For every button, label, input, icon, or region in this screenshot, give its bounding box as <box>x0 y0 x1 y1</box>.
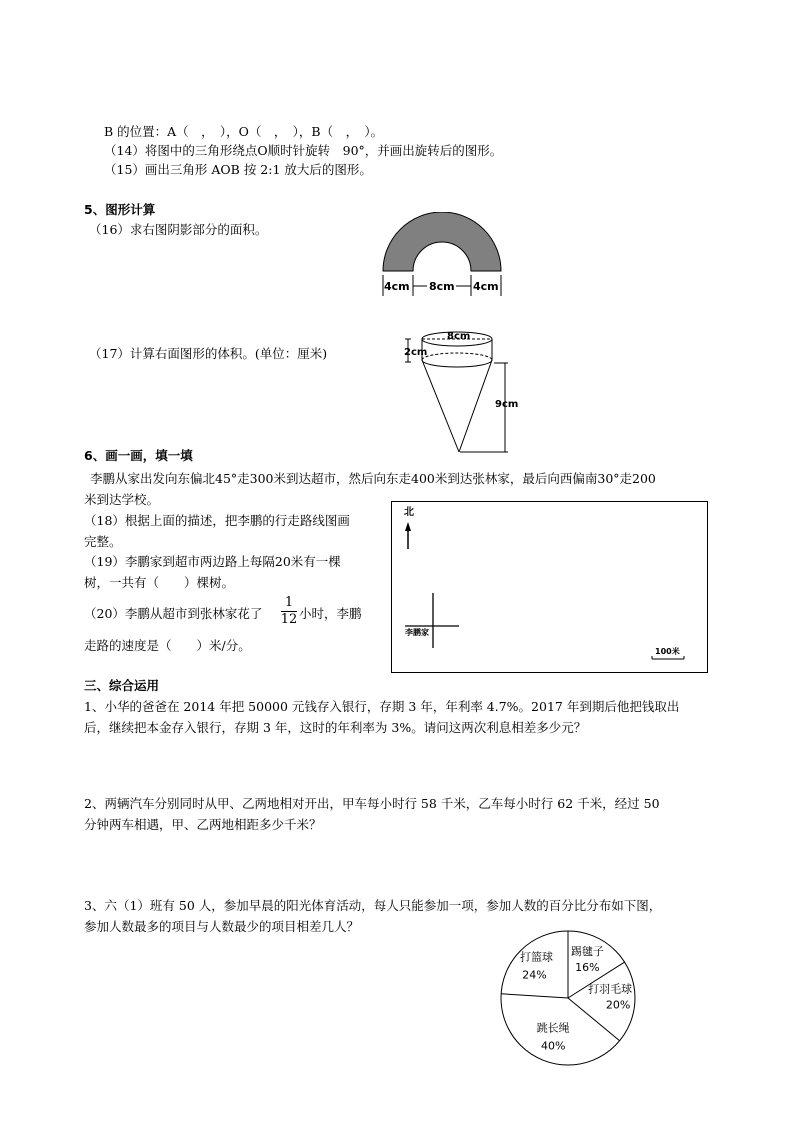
pie-slice-percent: 16% <box>575 960 600 974</box>
question-20-before: （20）李鹏从超市到张林家花了 <box>84 606 263 621</box>
question-19-line2: 树，一共有（ ）棵树。 <box>84 575 235 590</box>
arch-label-middle: 8cm <box>429 280 455 293</box>
problem-2-line2: 分钟两车相遇，甲、乙两地相距多少千米？ <box>84 817 322 832</box>
arch-label-right: 4cm <box>473 280 499 293</box>
route-description-line1: 李鹏从家出发向东偏北45°走300米到达超市，然后向东走400米到达张林家，最后向西偏南30°走200 <box>90 471 656 486</box>
fraction-one-twelfth <box>280 595 298 628</box>
problem-1-line1: 1、小华的爸爸在 2014 年把 50000 元钱存入银行，存期 3 年，年利率 4.7%。2017 年到期后他把钱取出 <box>84 699 680 714</box>
north-arrow-head <box>405 522 411 531</box>
section-3-heading: 三、综合运用 <box>84 678 160 693</box>
section-6-heading: 6、画一画，填一填 <box>84 448 193 463</box>
pie-slice-label: 打篮球 <box>520 950 553 964</box>
problem-3-line2: 参加人数最多的项目与人数最少的项目相差几人？ <box>84 919 360 934</box>
route-map-drawing <box>392 502 707 672</box>
pie-slice-label: 踢毽子 <box>570 944 604 958</box>
cone-label-diameter: 8cm <box>447 331 471 342</box>
pie-slice-percent: 40% <box>540 1039 566 1053</box>
question-18-line2: 完整。 <box>84 534 122 549</box>
activity-pie-chart <box>495 925 645 1075</box>
semi-ring-figure <box>376 212 510 302</box>
cone-label-height: 9cm <box>495 399 519 410</box>
problem-1-line2: 后，继续把本金存入银行，存期 3 年，这时的年利率为 3%。请问这两次利息相差多少元？ <box>84 720 587 735</box>
pie-slice-percent: 24% <box>522 968 547 982</box>
cylinder-cone-figure <box>398 326 520 456</box>
route-map <box>391 501 708 673</box>
question-20-after: 小时，李鹏 <box>299 606 362 621</box>
arch-label-left: 4cm <box>384 280 410 293</box>
question-18-line1: （18）根据上面的描述，把李鹏的行走路线图画 <box>84 513 350 528</box>
problem-3-line1: 3、六（1）班有 50 人，参加早晨的阳光体育活动，每人只能参加一项，参加人数的百分比分布如下图， <box>84 898 662 913</box>
fraction-numerator: 1 <box>284 595 294 610</box>
pie-slice-label: 打羽毛球 <box>588 982 633 996</box>
problem-2-line1: 2、两辆汽车分别同时从甲、乙两地相对开出，甲车每小时行 58 千米，乙车每小时行 62 千米，经过 50 <box>84 796 660 811</box>
question-14: （14）将图中的三角形绕点O顺时针旋转 90°，并画出旋转后的图形。 <box>104 143 503 158</box>
pie-slice-percent: 20% <box>605 998 631 1012</box>
section-5-heading: 5、图形计算 <box>84 202 156 217</box>
question-17: （17）计算右面图形的体积。(单位：厘米) <box>89 346 328 361</box>
question-15: （15）画出三角形 AOB 按 2:1 放大后的图形。 <box>104 162 372 177</box>
route-description-line2: 米到达学校。 <box>84 492 160 507</box>
cone-label-cyl-height: 2cm <box>404 347 428 358</box>
question-20-line2: 走路的速度是（ ）米/分。 <box>84 638 251 653</box>
position-question: B 的位置：A（ ， ），O（ ， ），B（ ， ）。 <box>104 124 384 139</box>
fraction-denominator: 12 <box>280 612 298 627</box>
map-home-label: 李鹏家 <box>405 628 429 637</box>
pie-slice-label: 跳长绳 <box>536 1021 570 1035</box>
question-19-line1: （19）李鹏家到超市两边路上每隔20米有一棵 <box>84 554 341 569</box>
map-north-label: 北 <box>404 507 414 518</box>
question-16: （16）求右图阴影部分的面积。 <box>89 222 268 237</box>
map-scale-label: 100米 <box>655 647 680 656</box>
